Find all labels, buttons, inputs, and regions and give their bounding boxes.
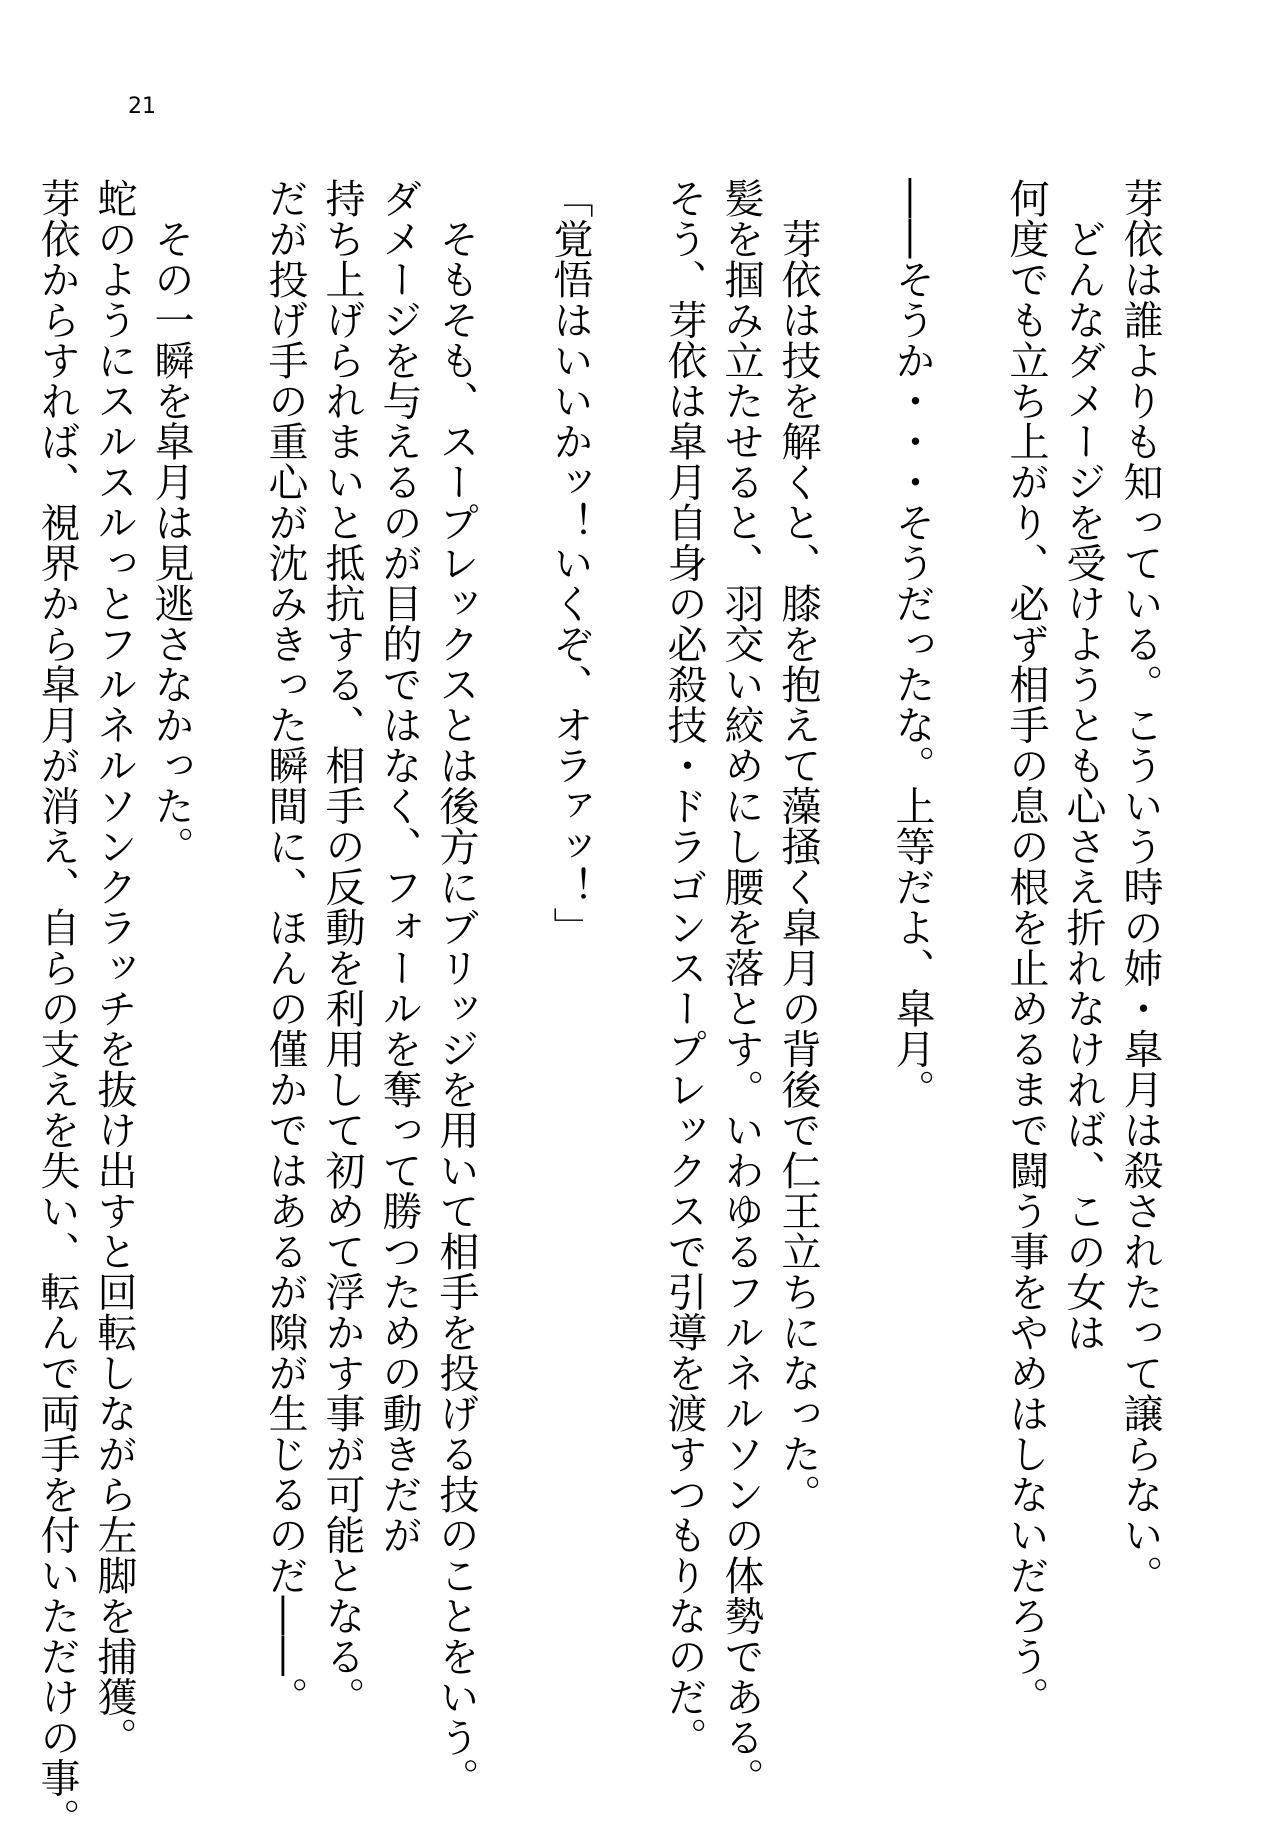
paragraph-break (940, 178, 997, 1678)
body-text (0, 178, 1168, 1839)
paragraph-break (826, 178, 883, 1678)
text-line: 芽依は技を解くと、膝を抱えて藻掻く皐月の背後で仁王立ちになった。 (775, 178, 821, 1515)
text-line: そもそも、スープレックスとは後方にブリッジを用いて相手を投げる技のことをいう。 (433, 178, 479, 1798)
text-line: 「覚悟はいいかッ！いくぞ、オラァッ！」 (547, 178, 593, 948)
text-line: 持ち上げられまいと抵抗する、相手の反動を利用して初めて浮かす事が可能となる。 (319, 178, 365, 1717)
text-line: 何度でも立ち上がり、必ず相手の息の根を止めるまで闘う事をやめはしないだろう。 (1003, 178, 1049, 1717)
paragraph-break (484, 178, 541, 1678)
text-line: その一瞬を皐月は見逃さなかった。 (148, 178, 194, 867)
text-line: ダメージを与えるのが目的ではなく、フォールを奪って勝つための動きだが (376, 178, 422, 1555)
text-line: ――そうか・・・そうだったな。上等だよ、皐月。 (889, 178, 935, 1110)
text-line: 蛇のようにスルスルっとフルネルソンクラッチを抜け出すと回転しながら左脚を捕獲。 (91, 178, 137, 1758)
text-line: どんなダメージを受けようとも心さえ折れなければ、この女は (1060, 178, 1106, 1353)
text-line: 髪を掴み立たせると、羽交い絞めにし腰を落とす。いわゆるフルネルソンの体勢である。 (718, 178, 764, 1798)
paragraph-break (199, 178, 256, 1678)
page-number: 21 (128, 94, 156, 119)
text-line: そう、芽依は皐月自身の必殺技・ドラゴンスープレックスで引導を渡すつもりなのだ。 (661, 178, 707, 1758)
text-line: 芽依からすれば、視界から皐月が消え、自らの支えを失い、転んで両手を付いただけの事。 (34, 178, 80, 1839)
paragraph-break (0, 178, 28, 1678)
paragraph-break (598, 178, 655, 1678)
text-line: 芽依は誰よりも知っている。こういう時の姉・皐月は殺されたって譲らない。 (1117, 178, 1163, 1596)
text-line: だが投げ手の重心が沈みきった瞬間に、ほんの僅かではあるが隙が生じるのだ――。 (262, 178, 308, 1717)
